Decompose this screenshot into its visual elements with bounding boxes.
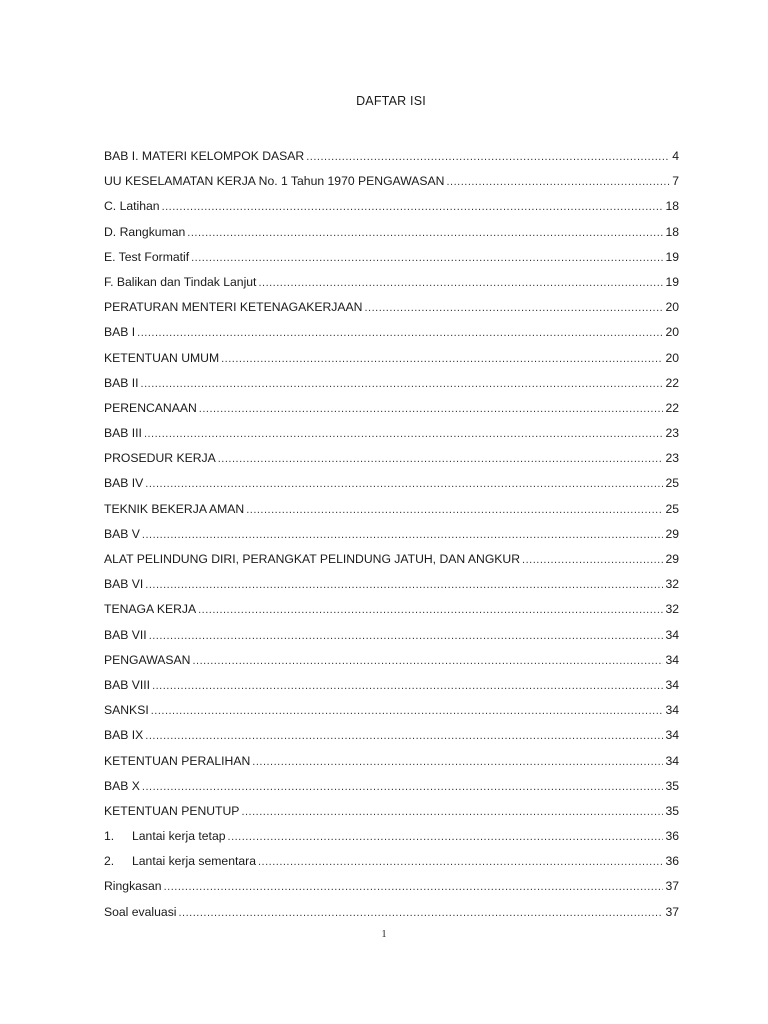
toc-entry[interactable] [104, 423, 679, 448]
toc-entry-title: PENGAWASAN [104, 652, 191, 667]
toc-entry-page: 37 [665, 879, 679, 894]
toc-entry-page: 34 [665, 703, 679, 718]
dot-leader [151, 700, 664, 721]
dot-leader [162, 196, 664, 217]
toc-entry[interactable] [104, 650, 679, 675]
toc-entry-title: BAB III [104, 426, 142, 441]
toc-entry-title: PROSEDUR KERJA [104, 451, 216, 466]
toc-entry[interactable] [104, 448, 679, 473]
dot-leader [145, 473, 663, 494]
toc-entry[interactable] [104, 902, 679, 927]
toc-entry[interactable] [104, 473, 679, 498]
toc-entry-page: 20 [665, 300, 679, 315]
dot-leader [446, 171, 670, 192]
toc-entry-title: BAB VIII [104, 677, 151, 692]
dot-leader [252, 751, 663, 772]
toc-entry[interactable] [104, 549, 679, 574]
dot-leader [145, 574, 663, 595]
toc-entry-page: 18 [665, 224, 679, 239]
toc-entry[interactable] [104, 599, 679, 624]
toc-entry-page: 19 [665, 274, 679, 289]
toc-entry-title: BAB II [104, 375, 139, 390]
toc-entry-title: TENAGA KERJA [104, 602, 197, 617]
toc-entry-page: 4 [672, 149, 679, 163]
toc-entry[interactable] [104, 222, 679, 247]
toc-entry-page: 23 [665, 426, 679, 441]
toc-entry-title: Lantai kerja sementara [132, 854, 256, 869]
dot-leader [306, 146, 670, 167]
dot-leader [191, 247, 663, 268]
toc-entry-title: Soal evaluasi [104, 904, 177, 919]
toc-entry[interactable] [104, 272, 679, 297]
toc-entry[interactable] [104, 801, 679, 826]
toc-entry[interactable] [104, 675, 679, 700]
toc-entry-page: 25 [665, 476, 679, 491]
toc-entry[interactable] [104, 876, 679, 901]
dot-leader [164, 876, 664, 897]
dot-leader [192, 650, 663, 671]
toc-entry-title: BAB V [104, 526, 140, 541]
toc-entry-page: 25 [665, 501, 679, 516]
dot-leader [152, 675, 663, 696]
toc-entry-title: F. Balikan dan Tindak Lanjut [104, 274, 257, 289]
toc-entry-page: 34 [665, 728, 679, 743]
toc-entry-title: C. Latihan [104, 199, 160, 214]
toc-entry-title: KETENTUAN UMUM [104, 350, 220, 365]
toc-entry[interactable] [104, 851, 679, 876]
toc-entry-title: BAB VI [104, 577, 144, 592]
toc-entry-title: Lantai kerja tetap [132, 829, 226, 844]
toc-entry[interactable] [104, 398, 679, 423]
toc-entry[interactable] [104, 826, 679, 851]
dot-leader [522, 549, 663, 570]
toc-entry-page: 18 [665, 199, 679, 214]
toc-entry-title: PERENCANAAN [104, 400, 197, 415]
toc-entry-number: 2. [104, 854, 115, 869]
toc-entry-page: 29 [665, 526, 679, 541]
toc-entry-title: PERATURAN MENTERI KETENAGAKERJAAN [104, 300, 363, 315]
toc-entry-page: 22 [665, 400, 679, 415]
toc-entry-title: BAB I [104, 325, 136, 340]
toc-entry[interactable] [104, 574, 679, 599]
dot-leader [137, 322, 663, 343]
toc-entry-page: 35 [665, 803, 679, 818]
toc-entry[interactable] [104, 373, 679, 398]
toc-entry-page: 37 [665, 904, 679, 919]
dot-leader [218, 448, 664, 469]
toc-entry-number: 1. [104, 829, 115, 844]
toc-entry-page: 22 [665, 375, 679, 390]
dot-leader [246, 499, 663, 520]
dot-leader [258, 851, 663, 872]
dot-leader [228, 826, 664, 847]
toc-entry-page: 32 [665, 602, 679, 617]
toc-entry-page: 23 [665, 451, 679, 466]
toc-entry-page: 20 [665, 350, 679, 365]
toc-entry-title: UU KESELAMATAN KERJA No. 1 Tahun 1970 PENGAWASAN [104, 174, 445, 189]
toc-entry-title: KETENTUAN PENUTUP [104, 803, 240, 818]
dot-leader [142, 776, 664, 797]
dot-leader [145, 725, 663, 746]
toc-entry-page: 36 [665, 829, 679, 844]
toc-entry-title: TEKNIK BEKERJA AMAN [104, 501, 245, 516]
toc-entry[interactable] [104, 196, 679, 221]
toc-entry[interactable] [104, 146, 679, 171]
toc-entry-title: BAB VII [104, 627, 147, 642]
dot-leader [199, 398, 664, 419]
dot-leader [142, 524, 664, 545]
page-title: DAFTAR ISI [356, 94, 426, 108]
dot-leader [179, 902, 664, 923]
toc-entry[interactable] [104, 499, 679, 524]
toc-entry-title: E. Test Formatif [104, 249, 190, 264]
dot-leader [258, 272, 663, 293]
toc-entry-title: BAB X [104, 778, 140, 793]
toc-entry-title: KETENTUAN PERALIHAN [104, 753, 251, 768]
toc-entry[interactable] [104, 625, 679, 650]
toc-entry[interactable] [104, 297, 679, 322]
dot-leader [141, 373, 664, 394]
page-number: 1 [381, 929, 387, 940]
dot-leader [241, 801, 663, 822]
toc-entry[interactable] [104, 776, 679, 801]
toc-entry-page: 34 [665, 627, 679, 642]
toc-entry[interactable] [104, 524, 679, 549]
dot-leader [149, 625, 664, 646]
toc-entry-page: 34 [665, 753, 679, 768]
dot-leader [144, 423, 664, 444]
toc-entry-title: Ringkasan [104, 879, 162, 894]
toc-entry[interactable] [104, 348, 679, 373]
toc-entry-title: ALAT PELINDUNG DIRI, PERANGKAT PELINDUNG JATUH, DAN ANGKUR [104, 552, 521, 566]
toc-entry-page: 20 [665, 325, 679, 340]
toc-entry[interactable] [104, 171, 679, 196]
toc-entry-page: 36 [665, 854, 679, 869]
toc-entry-title: SANKSI [104, 703, 149, 718]
toc-entry[interactable] [104, 322, 679, 347]
table-of-contents [104, 146, 679, 927]
toc-entry-page: 34 [665, 677, 679, 692]
toc-entry-page: 7 [672, 174, 679, 189]
toc-entry[interactable] [104, 751, 679, 776]
toc-entry-page: 29 [665, 552, 679, 566]
toc-entry-title: D. Rangkuman [104, 224, 186, 239]
toc-entry-title: BAB IX [104, 728, 144, 743]
toc-entry-page: 19 [665, 249, 679, 264]
dot-leader [198, 599, 663, 620]
dot-leader [364, 297, 663, 318]
toc-entry[interactable] [104, 247, 679, 272]
toc-entry-page: 32 [665, 577, 679, 592]
toc-entry-title: BAB IV [104, 476, 144, 491]
toc-entry-title: BAB I. MATERI KELOMPOK DASAR [104, 149, 305, 163]
toc-entry[interactable] [104, 725, 679, 750]
toc-entry-page: 34 [665, 652, 679, 667]
dot-leader [187, 222, 663, 243]
toc-entry[interactable] [104, 700, 679, 725]
toc-entry-page: 35 [665, 778, 679, 793]
dot-leader [221, 348, 663, 369]
